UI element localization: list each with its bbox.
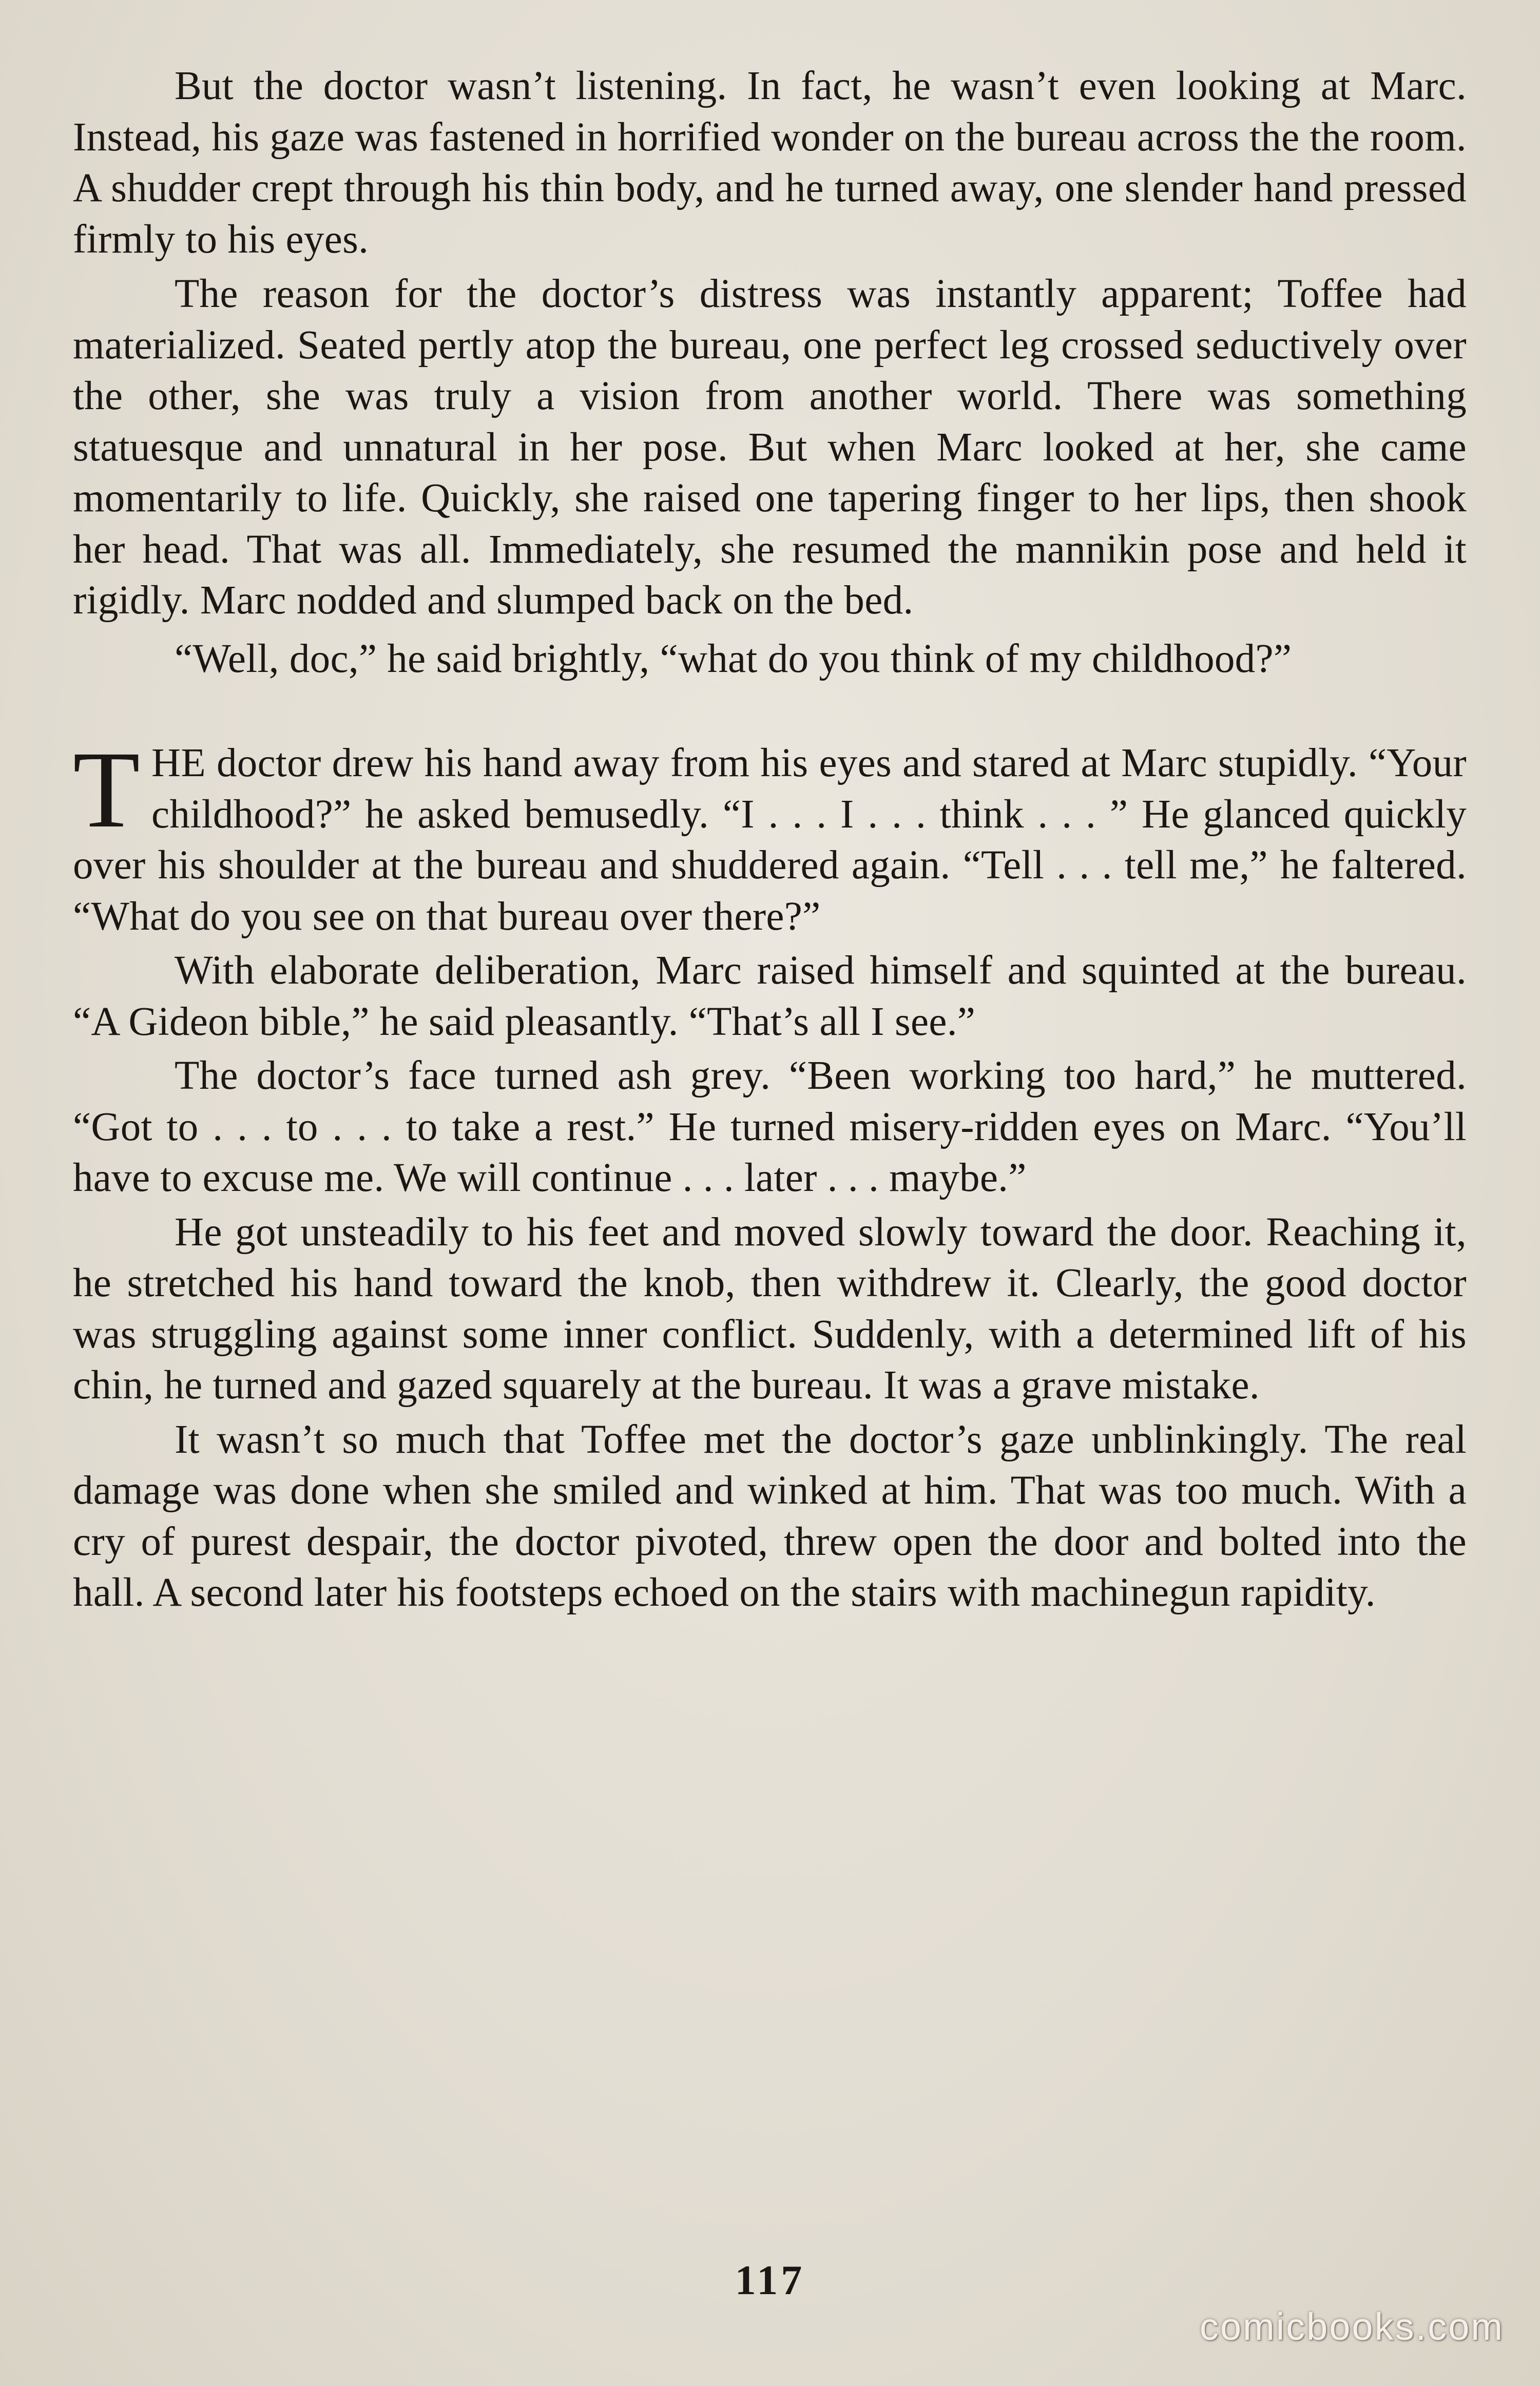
paragraph-2: The reason for the doctor’s distress was instantly apparent; Toffee had materialized. Seated pertly atop the bureau, one perfect leg crossed seductively over the other, she was truly a vision from another world. There was something statuesque and unnatural in her pose. But when Marc looked at her, she came momentarily to life. Quickly, she raised one tapering finger to her lips, then shook her head. That was all. Immediately, she resumed the mannikin pose and held it rigidly. Marc nodded and slumped back on the bed. [73, 272, 1467, 623]
source-watermark: comicbooks.com [1199, 2305, 1504, 2348]
paragraph-5: With elaborate deliberation, Marc raised himself and squinted at the bureau. “A Gideon bible,” he said pleasantly. “That’s all I see.” [73, 948, 1467, 1044]
section-opening-paragraph [73, 729, 1467, 942]
drop-cap: T [73, 729, 141, 851]
section-opening-text: HE doctor drew his hand away from his eyes and stared at Marc stupidly. “Your childhood?” he asked bemusedly. “I . . . I . . . think . . . ” He glanced quickly over his shoulder at the bureau and shuddered again. “Tell . . . tell me,” he faltered. “What do you see on that bureau over there?” [73, 741, 1467, 939]
paragraph-8: It wasn’t so much that Toffee met the doctor’s gaze unblinkingly. The real damage was done when she smiled and winked at him. That was too much. With a cry of purest despair, the doctor pivoted, threw open the door and bolted into the hall. A second later his footsteps echoed on the stairs with machinegun rapidity. [73, 1417, 1467, 1615]
page-number: 117 [735, 2257, 805, 2303]
paragraph-1: But the doctor wasn’t listening. In fact, he wasn’t even looking at Marc. Instead, his gaze was fastened in horrified wonder on the bureau across the the room. A shudder crept through his thin body, and he turned away, one slender hand pressed firmly to his eyes. [73, 64, 1467, 262]
paragraph-7: He got unsteadily to his feet and moved slowly toward the door. Reaching it, he stretched his hand toward the knob, then withdrew it. Clearly, the good doctor was struggling against some inner conflict. Suddenly, with a determined lift of his chin, he turned and gazed squarely at the bureau. It was a grave mistake. [73, 1209, 1467, 1408]
paragraph-6: The doctor’s face turned ash grey. “Been working too hard,” he muttered. “Got to . . . to . . . to take a rest.” He turned misery-ridden eyes on Marc. “You’ll have to excuse me. We will continue . . . later . . . maybe.” [73, 1053, 1467, 1200]
paragraph-3: “Well, doc,” he said brightly, “what do you think of my childhood?” [175, 636, 1292, 681]
page-body [73, 61, 1467, 1619]
